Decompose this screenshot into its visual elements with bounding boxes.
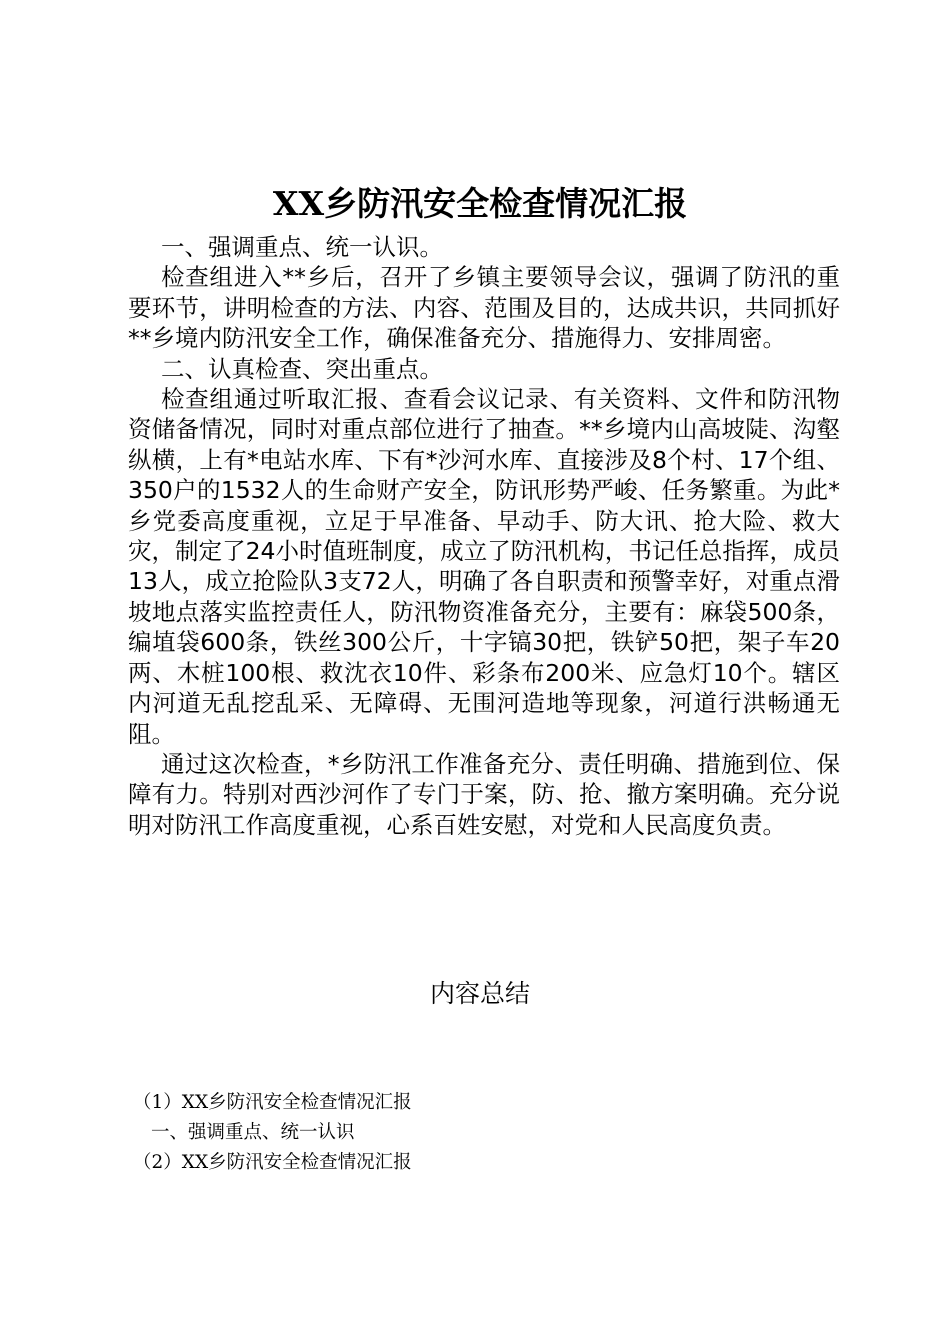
summary-item: （1）XX乡防汛安全检查情况汇报 <box>133 1092 412 1113</box>
summary-heading: 内容总结 <box>429 979 530 1008</box>
summary-list <box>133 1088 412 1178</box>
section-heading-1: 一、强调重点、统一认识。 <box>161 233 443 261</box>
body-paragraph-3: 通过这次检查，*乡防汛工作准备充分、责任明确、措施到位、保障有力。特别对西沙河作了专门于案，防、抢、撤方案明确。充分说明对防汛工作高度重视，心系百姓安慰，对党和人民高度负责。 <box>128 749 840 839</box>
body-paragraph-2: 检查组通过听取汇报、查看会议记录、有关资料、文件和防汛物资储备情况，同时对重点部位进行了抽查。**乡境内山高坡陡、沟壑纵横，上有*电站水库、下有*沙河水库、直接涉及8个村、17个组、350户的1532人的生命财产安全，防讯形势严峻、任务繁重。为此*乡党委高度重视，立足于早准备、早动手、防大讯、抢大险、救大灾，制定了24小时值班制度，成立了防汛机构，书记任总指挥，成员13人，成立抢险队3支72人，明确了各自职责和预警幸好，对重点滑坡地点落实监控责任人，防汛物资准备充分，主要有：麻袋500条，编埴袋600条，铁丝300公斤，十字镐30把，铁铲50把，架子车20两、木桩100根、救沈衣10件、彩条布200米、应急灯10个。辖区内河道无乱挖乱采、无障碍、无围河造地等现象，河道行洪畅通无阻。 <box>128 385 840 748</box>
section-heading-2: 二、认真检查、突出重点。 <box>161 354 443 383</box>
summary-item: 一、强调重点、统一认识 <box>151 1122 355 1143</box>
summary-item: （2）XX乡防汛安全检查情况汇报 <box>133 1152 412 1173</box>
body-paragraph-1: 检查组进入**乡后，召开了乡镇主要领导会议，强调了防汛的重要环节，讲明检查的方法、内容、范围及目的，达成共识，共同抓好**乡境内防汛安全工作，确保准备充分、措施得力、安排周密。 <box>128 263 840 353</box>
document-body <box>128 232 840 840</box>
document-title: XX乡防汛安全检查情况汇报 <box>272 184 688 223</box>
